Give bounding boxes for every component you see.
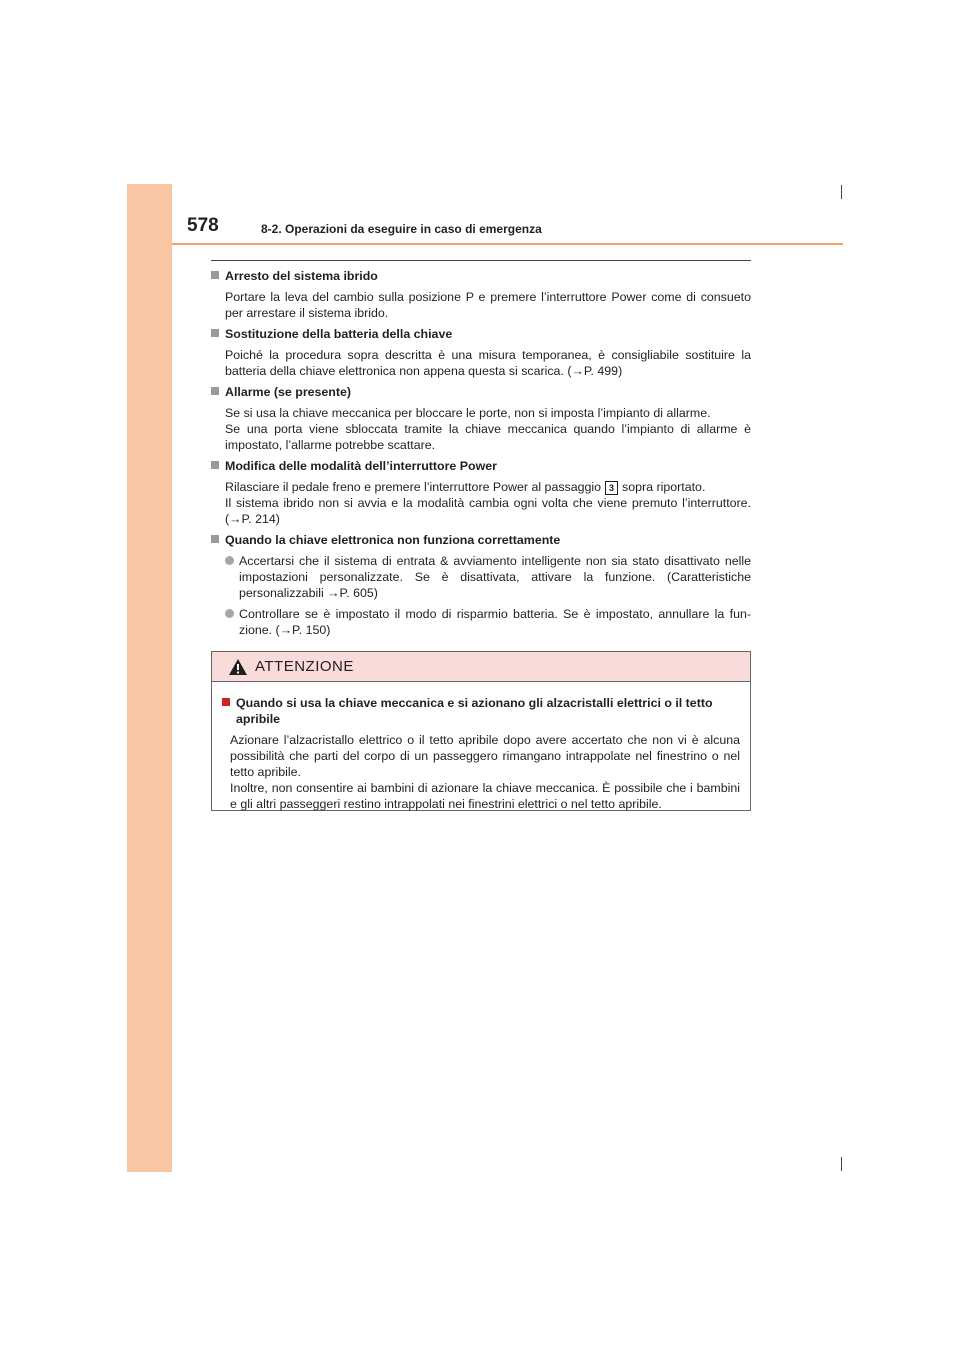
section-paragraph: Il sistema ibrido non si avvia e la modalità cambia ogni volta che viene premuto l’interruttore. (→P. 214) (225, 496, 751, 526)
circle-bullet-icon (225, 556, 234, 565)
circle-bullet-icon (225, 609, 234, 618)
header-rule (172, 243, 843, 245)
list-item: Controllare se è impostato il modo di risparmio batteria. Se è impostato, annullare la fun-zione. (→P. 150) (211, 606, 751, 638)
main-content (211, 268, 751, 643)
chapter-title: 8-2. Operazioni da eseguire in caso di emergenza (261, 222, 542, 236)
section-title: Sostituzione della batteria della chiave (225, 327, 453, 341)
step-number-badge: 3 (605, 481, 618, 495)
warning-paragraph: Inoltre, non consentire ai bambini di azionare la chiave meccanica. È possibile che i bambini e gli altri passeggeri restino intrappolati nei finestrini elettrici o nel tetto apribile. (230, 781, 740, 811)
section-modifica (211, 458, 751, 527)
square-bullet-icon (211, 461, 219, 469)
square-bullet-icon (211, 329, 219, 337)
section-sostituzione (211, 326, 751, 379)
square-bullet-icon (211, 535, 219, 543)
section-paragraph: Se una porta viene sbloccata tramite la chiave meccanica quando l’impianto di allarme è impostato, l’allarme potrebbe scattare. (225, 422, 751, 452)
crop-mark-top (841, 185, 842, 199)
list-item: Accertarsi che il sistema di entrata & avviamento intelligente non sia stato disattivato nelle impostazioni personalizzate. Se è disattivata, attivare la funzione. (Caratteristiche personalizzabili →P. 605) (211, 553, 751, 601)
chapter-side-band (127, 184, 172, 1172)
paragraph-text: Rilasciare il pedale freno e premere l’interruttore Power al passaggio (225, 480, 602, 494)
content-top-rule (211, 260, 751, 261)
section-title: Allarme (se presente) (225, 385, 352, 399)
section-paragraph (211, 479, 751, 495)
warning-body (212, 682, 750, 812)
section-title: Modifica delle modalità dell’interruttore Power (225, 459, 497, 473)
section-arresto (211, 268, 751, 321)
crop-mark-bottom (841, 1157, 842, 1171)
warning-triangle-icon (228, 658, 248, 676)
section-paragraph: Portare la leva del cambio sulla posizione P e premere l’interruttore Power come di consueto per arrestare il sistema ibrido. (225, 290, 751, 320)
section-allarme (211, 384, 751, 453)
section-paragraph: Se si usa la chiave meccanica per bloccare le porte, non si imposta l’impianto di allarme. (225, 406, 711, 420)
section-title: Quando la chiave elettronica non funziona correttamente (225, 533, 561, 547)
warning-label: ATTENZIONE (255, 658, 354, 675)
warning-header (212, 652, 750, 682)
square-bullet-icon (222, 698, 230, 706)
section-chiave-non-funziona (211, 532, 751, 638)
warning-box (211, 651, 751, 811)
page-number: 578 (187, 215, 219, 236)
warning-title: Quando si usa la chiave meccanica e si azionano gli alzacristalli elettrici o il tetto apribile (236, 696, 713, 726)
square-bullet-icon (211, 387, 219, 395)
paragraph-text: sopra riportato. (622, 480, 706, 494)
warning-paragraph: Azionare l’alzacristallo elettrico o il tetto apribile dopo avere accertato che non vi è alcuna possibilità che parti del corpo di un passeggero rimangano intrappolate nel finestrino o nel tetto apribile. (230, 733, 740, 779)
square-bullet-icon (211, 271, 219, 279)
section-paragraph: Poiché la procedura sopra descritta è una misura temporanea, è consigliabile sostituire la batteria della chiave elettronica non appena questa si scarica. (→P. 499) (225, 348, 751, 378)
section-title: Arresto del sistema ibrido (225, 269, 378, 283)
